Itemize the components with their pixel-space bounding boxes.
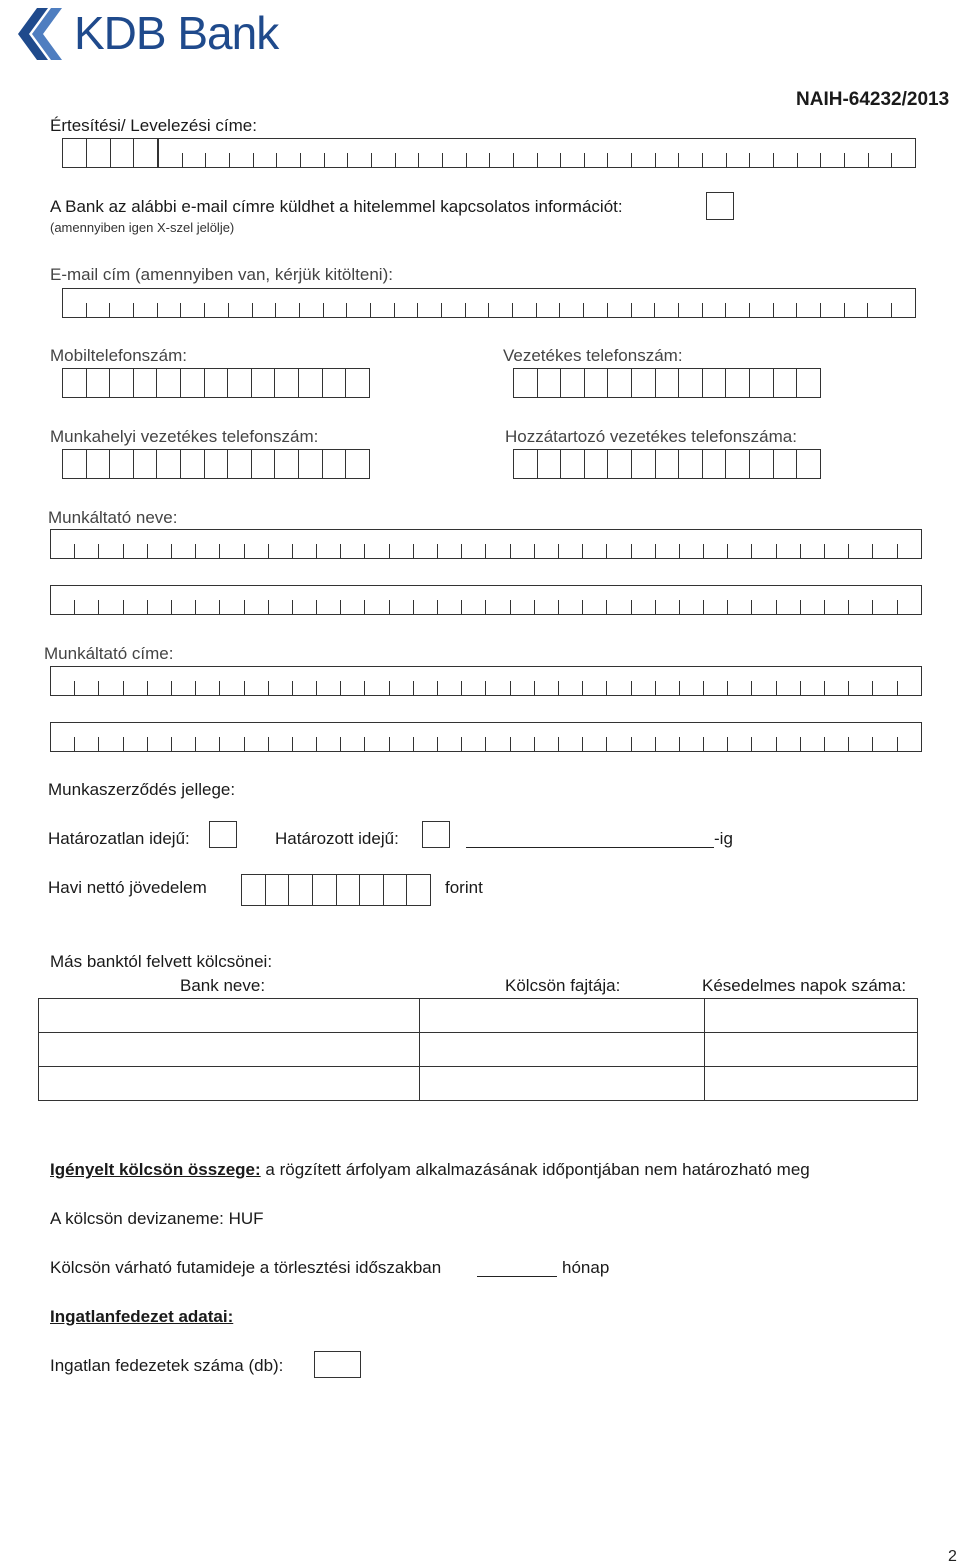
term-label: Kölcsön várható futamideje a törlesztési időszakban bbox=[50, 1258, 442, 1277]
table-row bbox=[39, 999, 918, 1033]
loan-type-cell[interactable] bbox=[420, 1067, 705, 1101]
requested-amount-label: Igényelt kölcsön összege: bbox=[50, 1160, 261, 1179]
loans-title: Más banktól felvett kölcsönei: bbox=[50, 952, 273, 971]
table-row bbox=[39, 1033, 918, 1067]
relative-phone-label: Hozzátartozó vezetékes telefonszáma: bbox=[505, 427, 797, 446]
loan-bank-cell[interactable] bbox=[39, 1033, 420, 1067]
loan-days-cell[interactable] bbox=[705, 999, 918, 1033]
fixed-checkbox[interactable] bbox=[422, 821, 450, 848]
mobile-label: Mobiltelefonszám: bbox=[50, 346, 188, 365]
brand-name: KDB Bank bbox=[74, 7, 279, 59]
col-type-header: Kölcsön fajtája: bbox=[505, 976, 621, 995]
loans-table bbox=[38, 998, 918, 1101]
property-count-label: Ingatlan fedezetek száma (db): bbox=[50, 1356, 284, 1375]
col-bank-header: Bank neve: bbox=[180, 976, 266, 995]
loan-days-cell[interactable] bbox=[705, 1067, 918, 1101]
landline-input[interactable] bbox=[513, 368, 821, 398]
net-income-label: Havi nettó jövedelem bbox=[48, 878, 207, 897]
employer-name-input-1[interactable] bbox=[50, 529, 922, 559]
term-input[interactable] bbox=[477, 1256, 557, 1277]
contract-type-label: Munkaszerződés jellege: bbox=[48, 780, 236, 799]
employer-name-label: Munkáltató neve: bbox=[48, 508, 178, 527]
fixed-until-input[interactable] bbox=[466, 826, 714, 848]
indefinite-checkbox[interactable] bbox=[209, 821, 237, 848]
work-phone-input[interactable] bbox=[62, 449, 370, 479]
email-consent-checkbox[interactable] bbox=[706, 192, 734, 220]
loan-type-cell[interactable] bbox=[420, 999, 705, 1033]
landline-label: Vezetékes telefonszám: bbox=[503, 346, 683, 365]
work-phone-label: Munkahelyi vezetékes telefonszám: bbox=[50, 427, 319, 446]
kdb-logo-mark-icon bbox=[8, 6, 66, 62]
address-street-input[interactable] bbox=[158, 138, 916, 168]
loan-bank-cell[interactable] bbox=[39, 1067, 420, 1101]
currency-line: A kölcsön devizaneme: HUF bbox=[50, 1209, 264, 1228]
notification-address-label: Értesítési/ Levelezési címe: bbox=[50, 116, 257, 135]
employer-address-label: Munkáltató címe: bbox=[44, 644, 174, 663]
loan-type-cell[interactable] bbox=[420, 1033, 705, 1067]
col-days-header: Késedelmes napok száma: bbox=[702, 976, 907, 995]
employer-name-input-2[interactable] bbox=[50, 585, 922, 615]
employer-address-input-2[interactable] bbox=[50, 722, 922, 752]
requested-amount-line bbox=[50, 1160, 810, 1180]
relative-phone-input[interactable] bbox=[513, 449, 821, 479]
term-unit: hónap bbox=[562, 1258, 610, 1277]
email-consent-hint: (amennyiben igen X-szel jelölje) bbox=[50, 220, 235, 235]
email-label: E-mail cím (amennyiben van, kérjük kitölteni): bbox=[50, 265, 393, 284]
ref-number: NAIH-64232/2013 bbox=[796, 89, 950, 110]
fixed-label: Határozott idejű: bbox=[275, 829, 399, 848]
email-consent-label: A Bank az alábbi e-mail címre küldhet a hitelemmel kapcsolatos információt: bbox=[50, 197, 623, 216]
page-number: 2 bbox=[948, 1548, 957, 1565]
currency-label: forint bbox=[445, 878, 483, 897]
address-postcode-input[interactable] bbox=[62, 138, 158, 168]
property-title: Ingatlanfedezet adatai: bbox=[50, 1307, 234, 1326]
requested-amount-text: a rögzített árfolyam alkalmazásának időpontjában nem határozható meg bbox=[260, 1160, 810, 1179]
indefinite-label: Határozatlan idejű: bbox=[48, 829, 190, 848]
property-count-input[interactable] bbox=[314, 1351, 361, 1378]
mobile-input[interactable] bbox=[62, 368, 370, 398]
until-suffix: -ig bbox=[714, 829, 733, 848]
employer-address-input-1[interactable] bbox=[50, 666, 922, 696]
loan-days-cell[interactable] bbox=[705, 1033, 918, 1067]
email-input[interactable] bbox=[62, 288, 916, 318]
net-income-input[interactable] bbox=[241, 874, 431, 906]
table-row bbox=[39, 1067, 918, 1101]
loan-bank-cell[interactable] bbox=[39, 999, 420, 1033]
